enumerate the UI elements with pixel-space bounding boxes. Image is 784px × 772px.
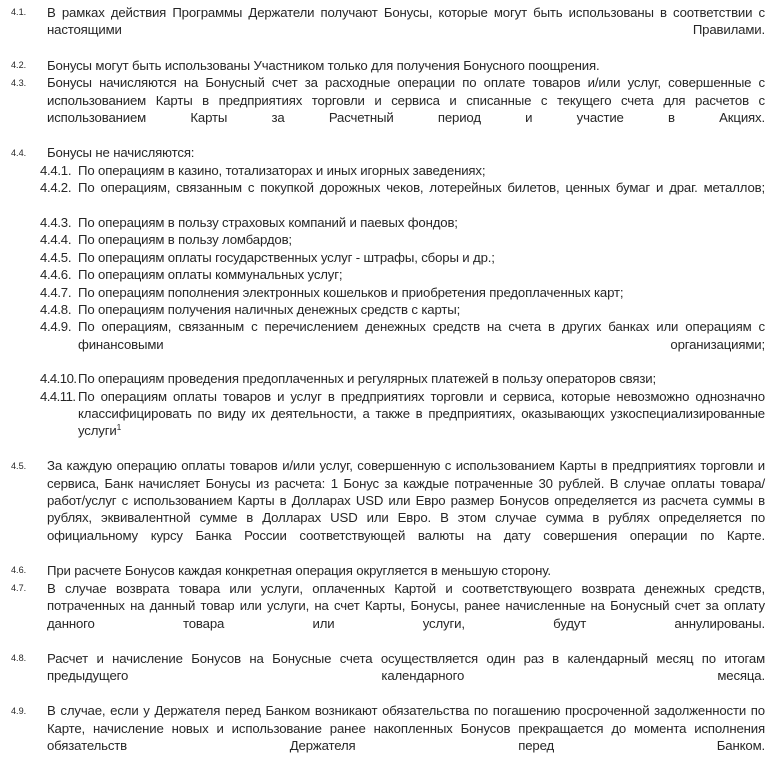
subclause-4-4-6	[0, 266, 784, 283]
clause-number: 4.5.	[11, 460, 27, 471]
subclause-text: По операциям оплаты товаров и услуг в предприятиях торговли и сервиса, которые невозможно однозначно классифицировать по виду их деятельности, а также в предприятиях, оказывающих узкоспециализированные услуги$^1$	[78, 388, 765, 439]
subclause-text: По операциям оплаты коммунальных услуг;	[78, 267, 343, 283]
clause-4-3	[0, 74, 784, 143]
subclause-text: По операциям в пользу ломбардов;	[78, 232, 292, 248]
subclause-number: 4.4.2.	[40, 180, 72, 196]
clause-number: 4.6.	[11, 565, 27, 576]
subclause-4-4-9	[0, 318, 784, 370]
subclause-number: 4.4.6.	[40, 267, 72, 283]
subclause-4-4-3	[0, 214, 784, 231]
clause-number: 4.1.	[11, 7, 27, 18]
clause-4-7	[0, 580, 784, 649]
subclause-4-4-10	[0, 370, 784, 387]
clause-number: 4.9.	[11, 705, 27, 716]
subclause-text: По операциям пополнения электронных кошельков и приобретения предоплаченных карт;	[78, 284, 624, 300]
subclause-4-4-5	[0, 249, 784, 266]
clause-text: За каждую операцию оплаты товаров и/или услуг, совершенную с использованием Карты в предприятиях торговли и сервиса, Банк начисляет Бонусы из расчета: 1 Бонус за каждые потраченные 30 рублей. В случае оплаты товара/работ/услуг с использованием Карты в Долларах USD или Евро размер Бонусов определяется из расчета суммы в рублях, эквивалентной сумме в Долларах USD или Евро. В этом случае сумма в рублях определяется по официальному курсу Банка России соответствующей валюты на дату совершения операции по Карте.	[47, 458, 765, 543]
clause-text: Бонусы начисляются на Бонусный счет за расходные операции по оплате товаров и/или услуг, совершенные с использованием Карты в предприятиях торговли и сервиса и списанные с текущего счета для расчетов с использованием Карты за Расчетный период и участие в Акциях.	[47, 75, 765, 126]
subclause-number: 4.4.4.	[40, 232, 72, 248]
clause-number: 4.8.	[11, 653, 27, 664]
clause-number: 4.3.	[11, 77, 27, 88]
clause-4-2	[0, 57, 784, 74]
subclause-number: 4.4.9.	[40, 319, 72, 335]
clause-text: В случае возврата товара или услуги, оплаченных Картой и соответствующего возврата денежных средств, потраченных на данный товар или услуги, на счет Карты, Бонусы, ранее начисленные на Бонусный счет за оплату данного товара или услуги, будут аннулированы.	[47, 580, 765, 631]
subclause-text: По операциям оплаты государственных услуг - штрафы, сборы и др.;	[78, 249, 495, 265]
clause-4-9	[0, 702, 784, 771]
subclause-4-4-4	[0, 231, 784, 248]
subclause-text: По операциям в казино, тотализаторах и иных игорных заведениях;	[78, 163, 486, 179]
subclause-4-4-2	[0, 179, 784, 214]
subclause-number: 4.4.10.	[40, 371, 77, 387]
subclause-number: 4.4.7.	[40, 284, 72, 300]
clause-list	[0, 4, 784, 772]
clause-4-1	[0, 4, 784, 56]
subclause-number: 4.4.1.	[40, 163, 72, 179]
clause-text: Расчет и начисление Бонусов на Бонусные счета осуществляется один раз в календарный месяц по итогам предыдущего календарного месяца.	[47, 650, 765, 684]
clause-4-4	[0, 144, 784, 161]
subclause-4-4-11	[0, 388, 784, 457]
clause-text: Бонусы могут быть использованы Участником только для получения Бонусного поощрения.	[47, 57, 600, 73]
footnote-reference: 1	[116, 422, 122, 433]
clause-number: 4.4.	[11, 147, 27, 158]
clause-text: При расчете Бонусов каждая конкретная операция округляется в меньшую сторону.	[47, 563, 551, 578]
clause-text: В случае, если у Держателя перед Банком возникают обязательства по погашению просроченной задолженности по Карте, начисление новых и использование ранее накопленных Бонусов прекращается до момента исполнения обязательств Держателя перед Банком.	[47, 703, 765, 753]
subclause-number: 4.4.3.	[40, 215, 72, 231]
subclause-4-4-1	[0, 162, 784, 179]
subclause-list	[0, 162, 784, 457]
clause-text: Бонусы не начисляются:	[47, 145, 195, 161]
subclause-number: 4.4.5.	[40, 249, 72, 265]
subclause-text: По операциям получения наличных денежных средств с карты;	[78, 301, 461, 317]
clause-number: 4.2.	[11, 59, 27, 70]
clause-text: В рамках действия Программы Держатели получают Бонусы, которые могут быть использованы в соответствии с настоящими Правилами.	[47, 5, 765, 38]
subclause-text: По операциям, связанным с покупкой дорожных чеков, лотерейных билетов, ценных бумаг и драг. металлов;	[78, 180, 765, 196]
subclause-number: 4.4.8.	[40, 301, 72, 317]
subclause-number: 4.4.11.	[40, 388, 76, 404]
clause-4-6	[0, 562, 784, 579]
subclause-4-4-8	[0, 301, 784, 318]
subclause-text: По операциям, связанным с перечислением денежных средств на счета в других банках или операциям с финансовыми организациями;	[78, 319, 765, 352]
subclause-4-4-7	[0, 284, 784, 301]
clause-4-5	[0, 457, 784, 561]
clause-4-8	[0, 650, 784, 702]
clause-number: 4.7.	[11, 583, 27, 594]
subclause-text: По операциям в пользу страховых компаний и паевых фондов;	[78, 215, 458, 231]
subclause-text: По операциям проведения предоплаченных и регулярных платежей в пользу операторов связи;	[78, 371, 656, 387]
